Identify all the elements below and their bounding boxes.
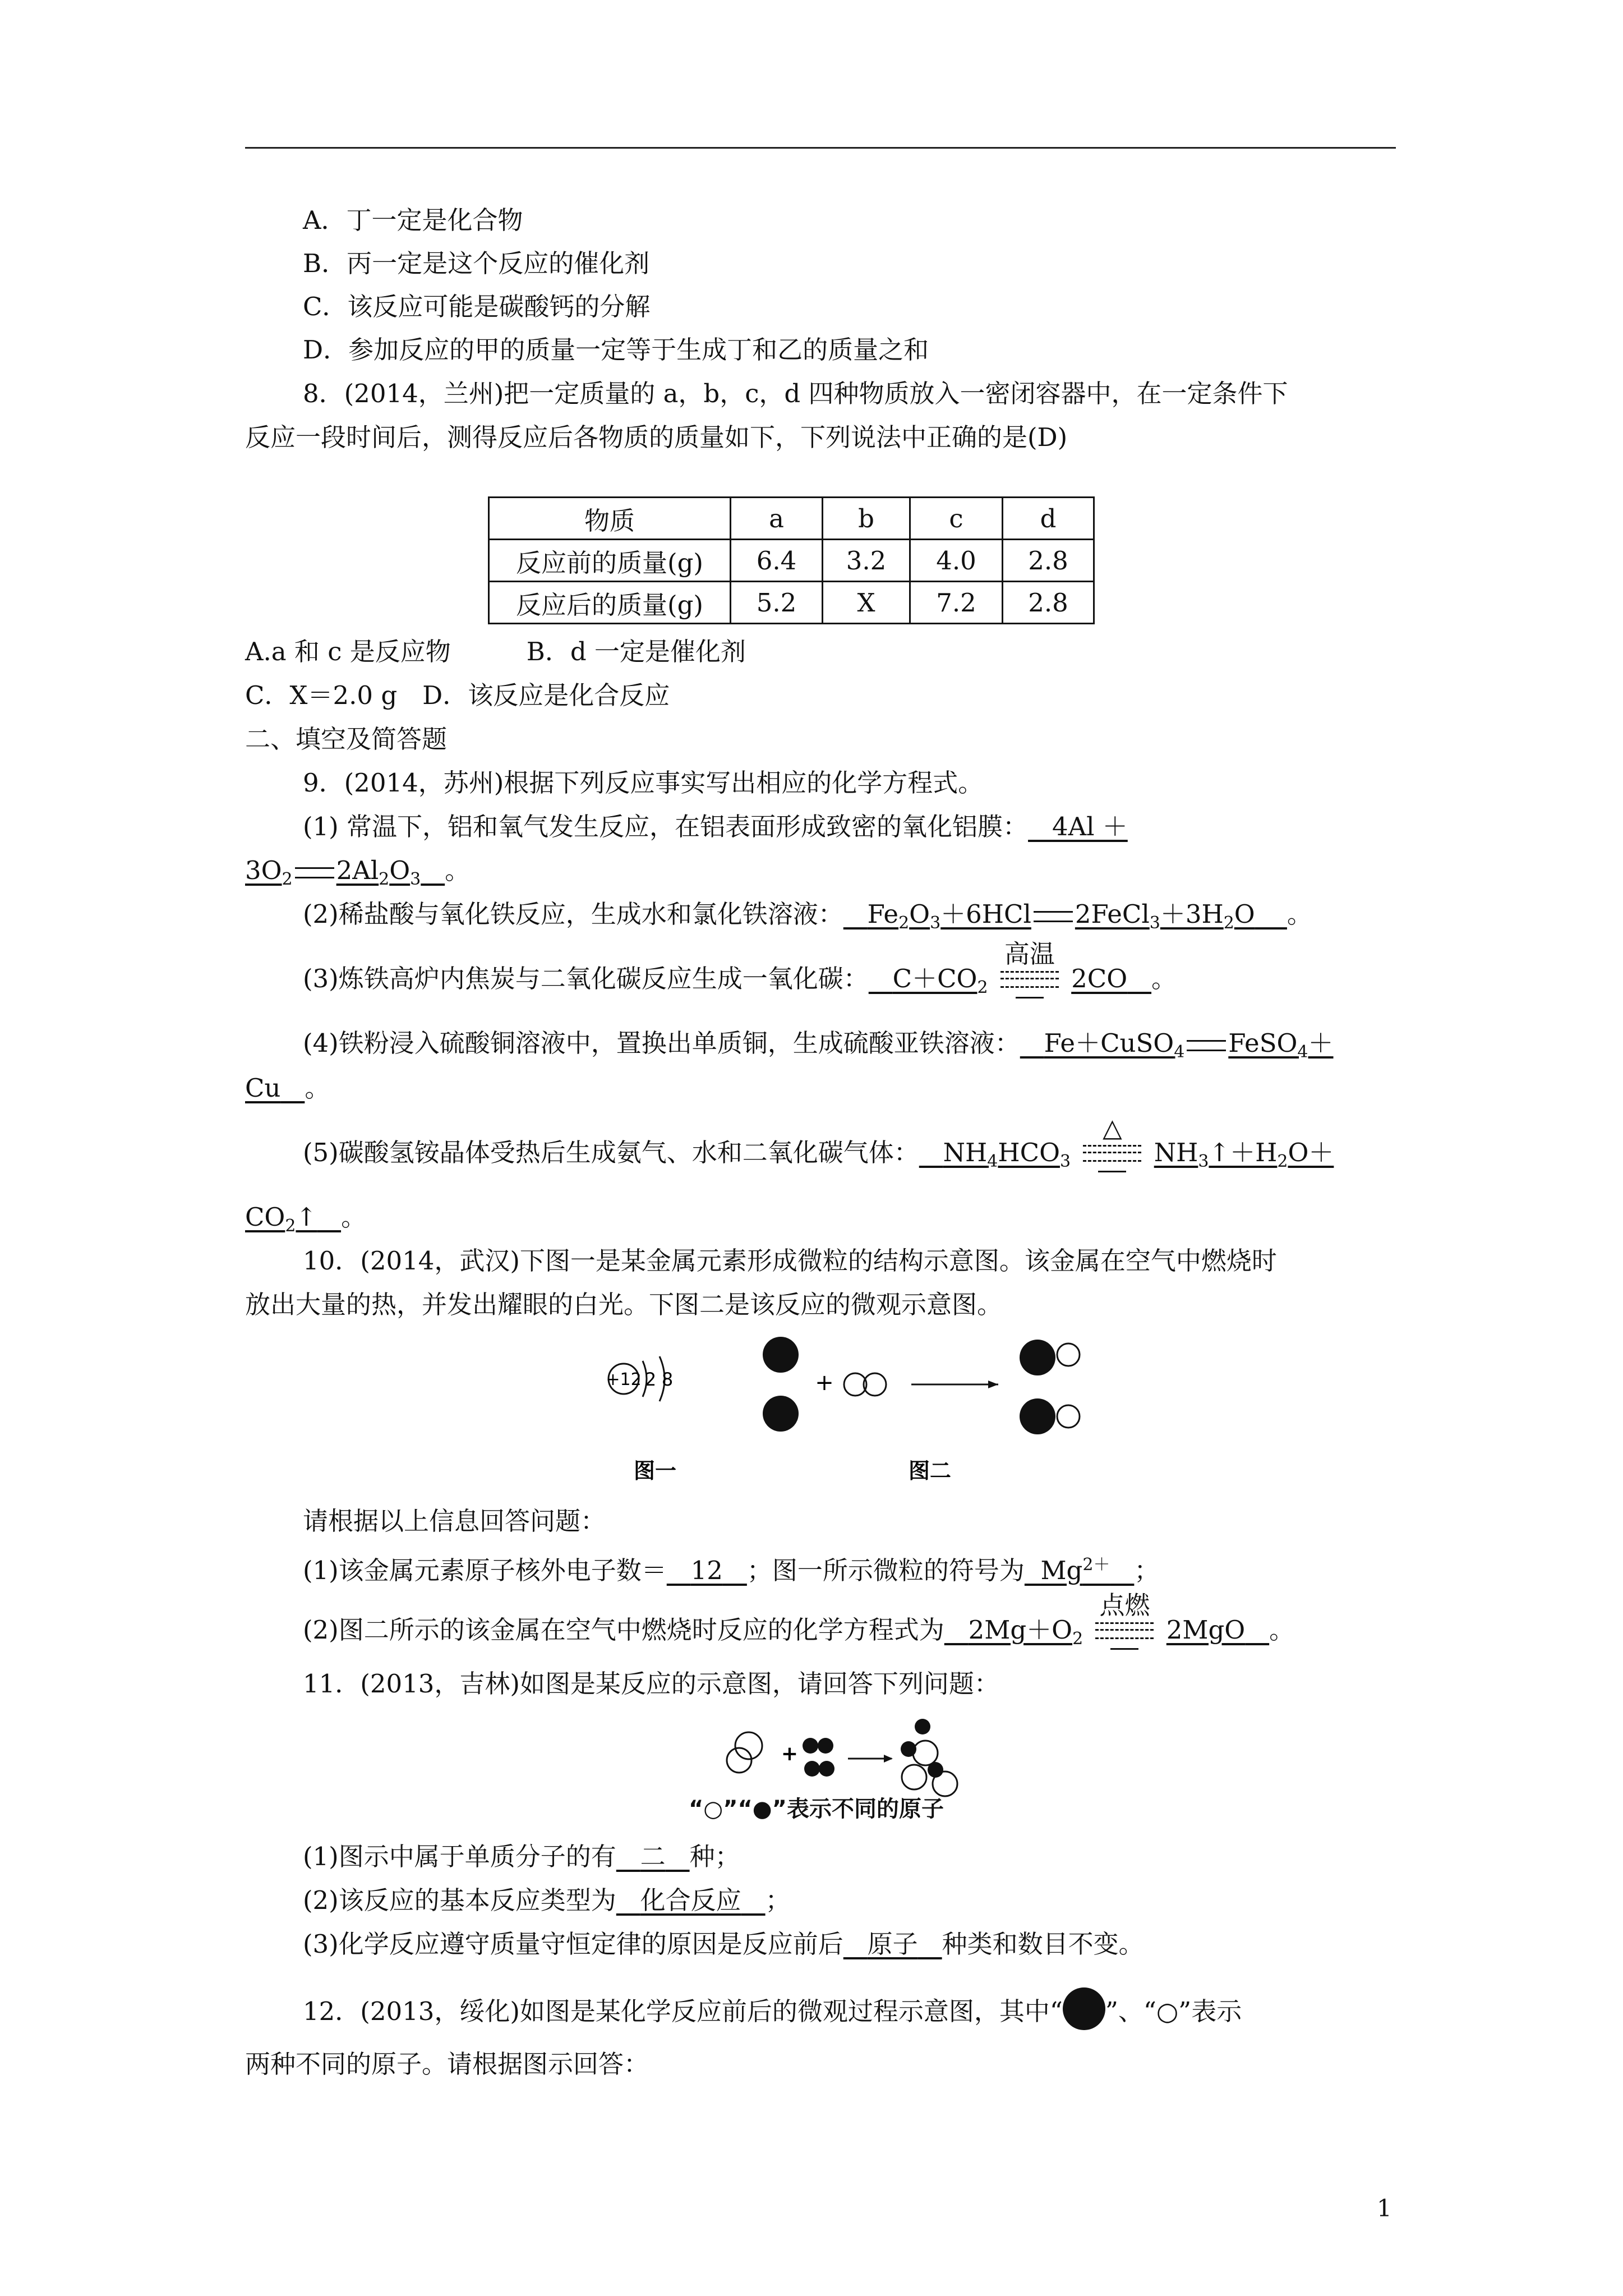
q10-part2-text: (2)图二所示的该金属在空气中燃烧时反应的化学方程式为	[303, 1615, 944, 1645]
table-cell: 2.8	[1003, 540, 1094, 582]
reaction-condition: 点燃	[1099, 1590, 1150, 1620]
reaction-condition: 高温	[1004, 938, 1055, 969]
q9-part5-answer	[919, 1138, 1071, 1171]
q11-part2-text: (2)该反应的基本反应类型为	[303, 1885, 616, 1915]
q7-option-a: A．丁一定是化合物	[303, 205, 523, 235]
arrow-head	[884, 1755, 893, 1763]
q8-mass-table	[488, 496, 1095, 624]
heat-symbol: △	[1103, 1112, 1122, 1143]
table-header-cell: d	[1003, 498, 1094, 540]
metal-atom	[1020, 1340, 1055, 1375]
q9-part3-text: (3)炼铁高炉内焦炭与二氧化碳反应生成一氧化碳：	[303, 964, 869, 993]
table-row	[489, 540, 1094, 582]
text: ”、“○”表示	[1105, 1996, 1242, 2026]
black-atom	[819, 1761, 834, 1777]
q9-part4	[303, 1027, 1334, 1069]
q9-part2-text: (2)稀盐酸与氧化铁反应，生成水和氯化铁溶液：	[303, 899, 843, 929]
q9-part5	[303, 1112, 1334, 1179]
q9-part1-text: (1) 常温下，铝和氧气发生反应，在铝表面形成致密的氧化铝膜：	[303, 812, 1029, 841]
answer-text: O	[1234, 899, 1255, 929]
table-cell: 5.2	[731, 582, 823, 624]
answer-text: NH	[1154, 1138, 1198, 1167]
q9-part4-cont: Cu 。	[245, 1073, 330, 1103]
q10-part2: (2)图二所示的该金属在空气中燃烧时反应的化学方程式为 $2Mg+O_2$ 点燃 2MgO 。	[303, 1613, 1294, 1656]
q10-part1-mid: ；图一所示微粒的符号为	[746, 1556, 1025, 1585]
subscript: 3	[410, 869, 421, 889]
nucleus-charge: +12	[606, 1370, 642, 1389]
white-atom	[913, 1741, 938, 1765]
q9-part1	[303, 810, 1128, 844]
figure2-label: 图二	[908, 1458, 952, 1483]
q11-part2	[303, 1884, 791, 1917]
answer-text: ↑	[296, 1202, 317, 1232]
q11-part2-answer	[616, 1885, 766, 1915]
answer-text: 2Mg＋O	[968, 1615, 1073, 1645]
table-cell: 3.2	[823, 540, 910, 582]
subscript: 4	[1297, 1042, 1308, 1062]
micro-reaction-diagram	[763, 1337, 1080, 1434]
equals-sign	[1187, 1040, 1226, 1051]
subscript: 4	[987, 1152, 998, 1171]
q12-stem-line2: 两种不同的原子。请根据图示回答：	[245, 2049, 649, 2079]
q10-part1-answer	[667, 1556, 747, 1585]
black-atom-icon	[1063, 1987, 1105, 2030]
ion-structure-diagram	[606, 1356, 673, 1401]
answer-text: CO	[245, 1202, 285, 1232]
equals-sign	[1034, 911, 1073, 922]
answer-text: 2CO	[1071, 964, 1128, 993]
q9-part1-cont: $3O_2$ $2Al_2O_3$ 。	[245, 855, 471, 889]
q8-stem-line2: 反应一段时间后，测得反应后各物质的质量如下，下列说法中正确的是(D)	[245, 422, 1068, 452]
subscript: 2	[282, 869, 293, 889]
q11-legend-caption: “○”“●”表示不同的原子	[689, 1796, 944, 1822]
q10-part2-answer-product	[1166, 1615, 1269, 1645]
q9-part3-answer-product	[1071, 964, 1151, 993]
q9-part1-answer	[1028, 812, 1128, 841]
q7-option-b: B．丙一定是这个反应的催化剂	[303, 249, 650, 278]
subscript: 2	[1277, 1152, 1288, 1171]
table-row	[489, 582, 1094, 624]
q11-part3-answer	[843, 1929, 942, 1959]
black-atom	[803, 1738, 818, 1754]
table-header-cell: a	[731, 498, 823, 540]
q8-stem-line1: 8．(2014，兰州)把一定质量的 a，b，c，d 四种物质放入一密闭容器中，在一定条件下	[303, 379, 1288, 408]
q10-part1-symbol	[1025, 1556, 1135, 1585]
answer-text: 原子	[867, 1929, 918, 1959]
text: 种类和数目不变。	[942, 1929, 1144, 1959]
plus-sign: +	[781, 1742, 799, 1765]
q11-part1	[303, 1840, 740, 1874]
answer-text: ＋3H	[1160, 899, 1224, 929]
q11-part3	[303, 1927, 1144, 1961]
answer-text: O	[909, 899, 930, 929]
q9-part3-answer	[869, 964, 988, 997]
q9-part5-answer-products	[1154, 1138, 1334, 1171]
reaction-condition-arrow	[996, 938, 1063, 998]
q9-part1-answer-cont	[245, 855, 445, 889]
answer-text: NH	[943, 1138, 988, 1167]
header-rule	[245, 147, 1396, 149]
answer-text: 二	[640, 1842, 666, 1871]
superscript: 2＋	[1082, 1555, 1110, 1575]
text: ；	[765, 1885, 791, 1915]
subscript: 2	[898, 913, 910, 933]
subscript: 2	[285, 1216, 296, 1236]
q10-part1: (1)该金属元素原子核外电子数＝ 12 ；图一所示微粒的符号为 $Mg^{2+}$ ；	[303, 1555, 1160, 1585]
q10-stem-line1: 10．(2014，武汉)下图一是某金属元素形成微粒的结构示意图。该金属在空气中燃烧时	[303, 1246, 1277, 1276]
q9-part5-cont: $CO_2↑$ 。	[245, 1202, 367, 1236]
q9-part3: (3)炼铁高炉内焦炭与二氧化碳反应生成一氧化碳： $C+CO_2$ 高温 2CO 。	[303, 962, 1177, 1005]
answer-text: 12	[690, 1556, 723, 1585]
table-cell: 4.0	[910, 540, 1003, 582]
subscript: 3	[1198, 1152, 1209, 1171]
answer-text: 2MgO	[1166, 1615, 1246, 1645]
white-atom	[902, 1765, 926, 1789]
q8-options-cd: C．X＝2.0 g D．该反应是化合反应	[245, 680, 670, 710]
subscript: 2	[1223, 913, 1234, 933]
answer-text: FeSO	[1228, 1028, 1298, 1058]
metal-atom	[1020, 1398, 1055, 1434]
oxygen-atom	[1057, 1405, 1080, 1428]
answer-text: 3O	[245, 855, 282, 885]
arrow-head	[988, 1381, 998, 1388]
equals-sign	[295, 867, 334, 878]
answer-text: ↑＋H	[1209, 1138, 1278, 1167]
text: 种；	[689, 1842, 740, 1871]
q10-stem-line2: 放出大量的热，并发出耀眼的白光。下图二是该反应的微观示意图。	[245, 1290, 1003, 1319]
page-number: 1	[1377, 2194, 1392, 2222]
q7-option-c: C．该反应可能是碳酸钙的分解	[303, 292, 651, 321]
table-cell: 反应后的质量(g)	[489, 582, 731, 624]
q9-part5-answer-cont	[245, 1202, 341, 1236]
section-heading: 二、填空及简答题	[245, 724, 448, 754]
figure1-label: 图一	[633, 1458, 677, 1483]
answer-text: 2FeCl	[1075, 899, 1150, 929]
q9-stem: 9．(2014，苏州)根据下列反应事实写出相应的化学方程式。	[303, 768, 984, 798]
q10-part1-text: (1)该金属元素原子核外电子数＝	[303, 1556, 667, 1585]
q7-option-d: D．参加反应的甲的质量一定等于生成丁和乙的质量之和	[303, 335, 929, 365]
table-cell: 2.8	[1003, 582, 1094, 624]
answer-text: O	[389, 855, 411, 885]
subscript: 2	[379, 869, 390, 889]
q11-reaction-diagram	[723, 1711, 1004, 1801]
answer-text: ＋6HCl	[940, 899, 1031, 929]
plus-sign: +	[815, 1370, 834, 1396]
table-cell: 反应前的质量(g)	[489, 540, 731, 582]
subscript: 2	[1072, 1629, 1083, 1649]
subscript: 3	[1059, 1152, 1071, 1171]
subscript: 4	[1174, 1042, 1185, 1062]
answer-text: Fe	[867, 899, 899, 929]
q11-part1-text: (1)图示中属于单质分子的有	[303, 1842, 616, 1871]
answer-text: C＋CO	[892, 964, 978, 993]
black-atom	[915, 1719, 930, 1734]
subscript: 2	[977, 978, 988, 997]
table-header-cell: b	[823, 498, 910, 540]
answer-text: HCO	[998, 1138, 1060, 1167]
answer-text: ＋	[1308, 1028, 1334, 1058]
subscript: 3	[1149, 913, 1160, 933]
q9-part4-text: (4)铁粉浸入硫酸铜溶液中，置换出单质铜，生成硫酸亚铁溶液：	[303, 1028, 1020, 1058]
q10-part2-answer	[944, 1615, 1083, 1649]
metal-atom	[763, 1396, 799, 1432]
reaction-condition-arrow	[1091, 1590, 1158, 1649]
black-atom	[804, 1761, 820, 1777]
q11-part1-answer	[616, 1842, 690, 1871]
table-cell: X	[823, 582, 910, 624]
answer-text: Mg	[1040, 1556, 1083, 1585]
answer-text: O＋	[1288, 1138, 1334, 1167]
reaction-condition-arrow	[1078, 1112, 1146, 1172]
metal-atom	[763, 1337, 799, 1373]
white-atom	[735, 1732, 762, 1759]
q9-part4-answer	[1020, 1028, 1334, 1062]
q10-prompt: 请根据以上信息回答问题：	[303, 1506, 606, 1536]
answer-text: Cu	[245, 1073, 281, 1103]
answer-text: 化合反应	[640, 1885, 741, 1915]
answer-text: 2Al	[336, 855, 379, 885]
black-atom	[818, 1738, 833, 1754]
table-header-cell: c	[910, 498, 1003, 540]
q9-part2-answer	[843, 899, 1287, 933]
q9-part5-text: (5)碳酸氢铵晶体受热后生成氨气、水和二氧化碳气体：	[303, 1138, 919, 1167]
oxygen-atom	[1057, 1343, 1080, 1366]
q9-part4-answer-cont	[245, 1073, 305, 1103]
q10-figures	[594, 1329, 1099, 1487]
table-cell: 6.4	[731, 540, 823, 582]
q11-part3-text: (3)化学反应遵守质量守恒定律的原因是反应前后	[303, 1929, 843, 1959]
shell-electron-count: 8	[661, 1369, 674, 1390]
white-atom	[727, 1748, 751, 1773]
table-header-row	[489, 498, 1094, 540]
q12-stem-line1	[303, 1995, 1242, 2030]
answer-text: 4Al ＋	[1052, 812, 1128, 841]
q11-stem: 11．(2013，吉林)如图是某反应的示意图，请回答下列问题：	[303, 1669, 999, 1699]
q8-options-ab: A.a 和 c 是反应物 B．d 一定是催化剂	[245, 637, 746, 666]
shell-electron-count: 2	[644, 1369, 657, 1390]
text: 12．(2013，绥化)如图是某化学反应前后的微观过程示意图，其中“	[303, 1996, 1063, 2026]
subscript: 3	[930, 913, 941, 933]
q9-part2: (2)稀盐酸与氧化铁反应，生成水和氯化铁溶液： $Fe_2O_3+6HCl$ $2FeCl_3+3H_2O$ 。	[303, 899, 1312, 933]
table-header-cell: 物质	[489, 498, 731, 540]
answer-text: Fe＋CuSO	[1044, 1028, 1174, 1058]
table-cell: 7.2	[910, 582, 1003, 624]
